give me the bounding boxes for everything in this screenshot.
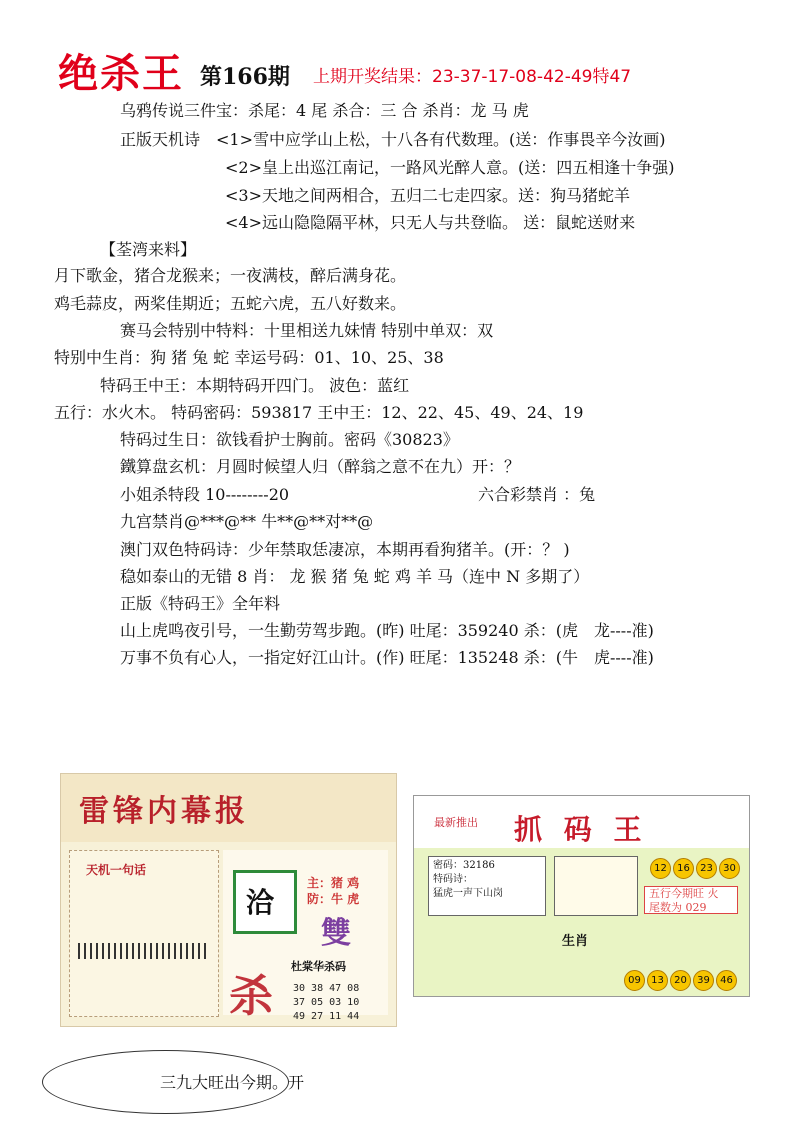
line-11: 特码王中王：本期特码开四门。 波色：蓝红	[100, 376, 410, 395]
ball-top: 12	[650, 858, 671, 879]
ball-bottom: 09	[624, 970, 645, 991]
tail-numbers: 尾数为 029	[649, 901, 707, 914]
leifeng-newspaper-image	[60, 773, 397, 1027]
logo: 绝杀王	[58, 50, 184, 97]
ball-bottom: 20	[670, 970, 691, 991]
qia-box	[233, 870, 297, 934]
ball-bottom: 46	[716, 970, 737, 991]
zhuama-body	[414, 848, 749, 996]
five-elements-box	[644, 886, 738, 914]
cloud-bubble	[42, 1050, 305, 1114]
zodiac-label: 生肖	[562, 934, 589, 949]
line-4: <3>天地之间两相合，五归二七走四家。送：狗马猪蛇羊	[225, 186, 630, 205]
guard-pick: 防：牛 虎	[307, 892, 360, 906]
line-13: 特码过生日：欲钱看护士胸前。密码《30823》	[120, 430, 459, 449]
ink-painting	[554, 856, 638, 916]
line-16: 九宫禁肖@***@** 牛**@**对**@	[120, 512, 374, 531]
ball-bottom: 39	[693, 970, 714, 991]
new-tag: 最新推出	[434, 816, 478, 829]
big-sha-glyph: 杀	[229, 971, 273, 1022]
newspaper-title: 雷锋内幕报	[79, 794, 249, 829]
shuang-glyph: 雙	[321, 916, 351, 951]
killer-row: 49 27 11 44	[293, 1011, 360, 1022]
newspaper-header	[61, 774, 396, 842]
line-15b: 六合彩禁肖 ：兔	[478, 485, 596, 504]
zhuama-title: 抓 码 王	[514, 813, 648, 846]
line-9: 赛马会特别中特料：十里相送九妹情 特别中单双：双	[120, 321, 494, 340]
line-21: 万事不负有心人，一指定好江山计。(作) 旺尾：135248 杀：(牛 虎----准)	[120, 648, 654, 667]
killer-row: 30 38 47 08	[293, 983, 360, 994]
line-2: 正版天机诗 <1>雪中应学山上松，十八各有代数理。(送：作事畏辛今汝画)	[120, 130, 666, 149]
qia-text: 洽	[246, 886, 275, 919]
mima-label: 密码：	[433, 860, 463, 871]
line-14: 鐵算盘玄机：月圆时候望人归（醉翁之意不在九）开：？	[120, 457, 521, 476]
cloud-text: 三九大旺出今期。开	[160, 1073, 305, 1092]
line-17: 澳门双色特码诗：少年禁取恁凄凉，本期再看狗猪羊。(开：？ )	[120, 540, 570, 559]
line-3: <2>皇上出巡江南记，一路风光醉人意。(送：四五相逢十争强)	[225, 158, 675, 177]
five-elements: 五行今期旺 火	[649, 887, 719, 900]
line-8: 鸡毛蒜皮，两桨佳期近；五蛇六虎，五八好数来。	[54, 294, 407, 313]
killer-row: 37 05 03 10	[293, 997, 360, 1008]
line-12: 五行：水火木。 特码密码：593817 王中王：12、22、45、49、24、19	[54, 403, 584, 422]
zhuama-header	[414, 796, 749, 848]
ball-top: 23	[696, 858, 717, 879]
ball-top: 16	[673, 858, 694, 879]
poem-value: 猛虎一声下山岗	[433, 888, 503, 899]
barcode-strip	[78, 943, 208, 959]
heaven-label: 天机一句话	[86, 863, 147, 877]
line-20: 山上虎鸣夜引号，一生勤劳驾步跑。(昨) 吐尾：359240 杀：(虎 龙----准)	[120, 621, 654, 640]
right-panel	[223, 850, 388, 1022]
last-result: 上期开奖结果：23-37-17-08-42-49特47	[313, 67, 632, 87]
ball-bottom: 13	[647, 970, 668, 991]
issue-number: 第166期	[200, 64, 290, 90]
line-1: 乌鸦传说三件宝：杀尾：4 尾 杀合：三 合 杀肖：龙 马 虎	[120, 101, 529, 120]
line-19: 正版《特码王》全年料	[120, 594, 281, 613]
poem-label: 特码诗：	[433, 874, 473, 885]
code-info-box	[428, 856, 546, 916]
line-6: 【荃湾来料】	[100, 240, 197, 259]
heaven-panel	[69, 850, 219, 1017]
zhuamawang-image	[413, 795, 750, 997]
line-15a: 小姐杀特段 10--------20	[120, 485, 290, 504]
line-5: <4>远山隐隐隔平林，只无人与共登临。 送：鼠蛇送财来	[225, 213, 636, 232]
killer-grid	[293, 982, 359, 1024]
line-18: 稳如泰山的无错 8 肖： 龙 猴 猪 兔 蛇 鸡 羊 马（连中 N 多期了）	[120, 567, 590, 586]
line-10: 特别中生肖：狗 猪 兔 蛇 幸运号码：01、10、25、38	[54, 348, 444, 367]
ball-top: 30	[719, 858, 740, 879]
mima-value: 32186	[463, 860, 495, 871]
killer-title: 杜棠华杀码	[291, 960, 346, 973]
main-pick: 主：猪 鸡	[307, 876, 360, 890]
line-7: 月下歌金，猪合龙猴来；一夜满枝，醉后满身花。	[54, 266, 407, 285]
